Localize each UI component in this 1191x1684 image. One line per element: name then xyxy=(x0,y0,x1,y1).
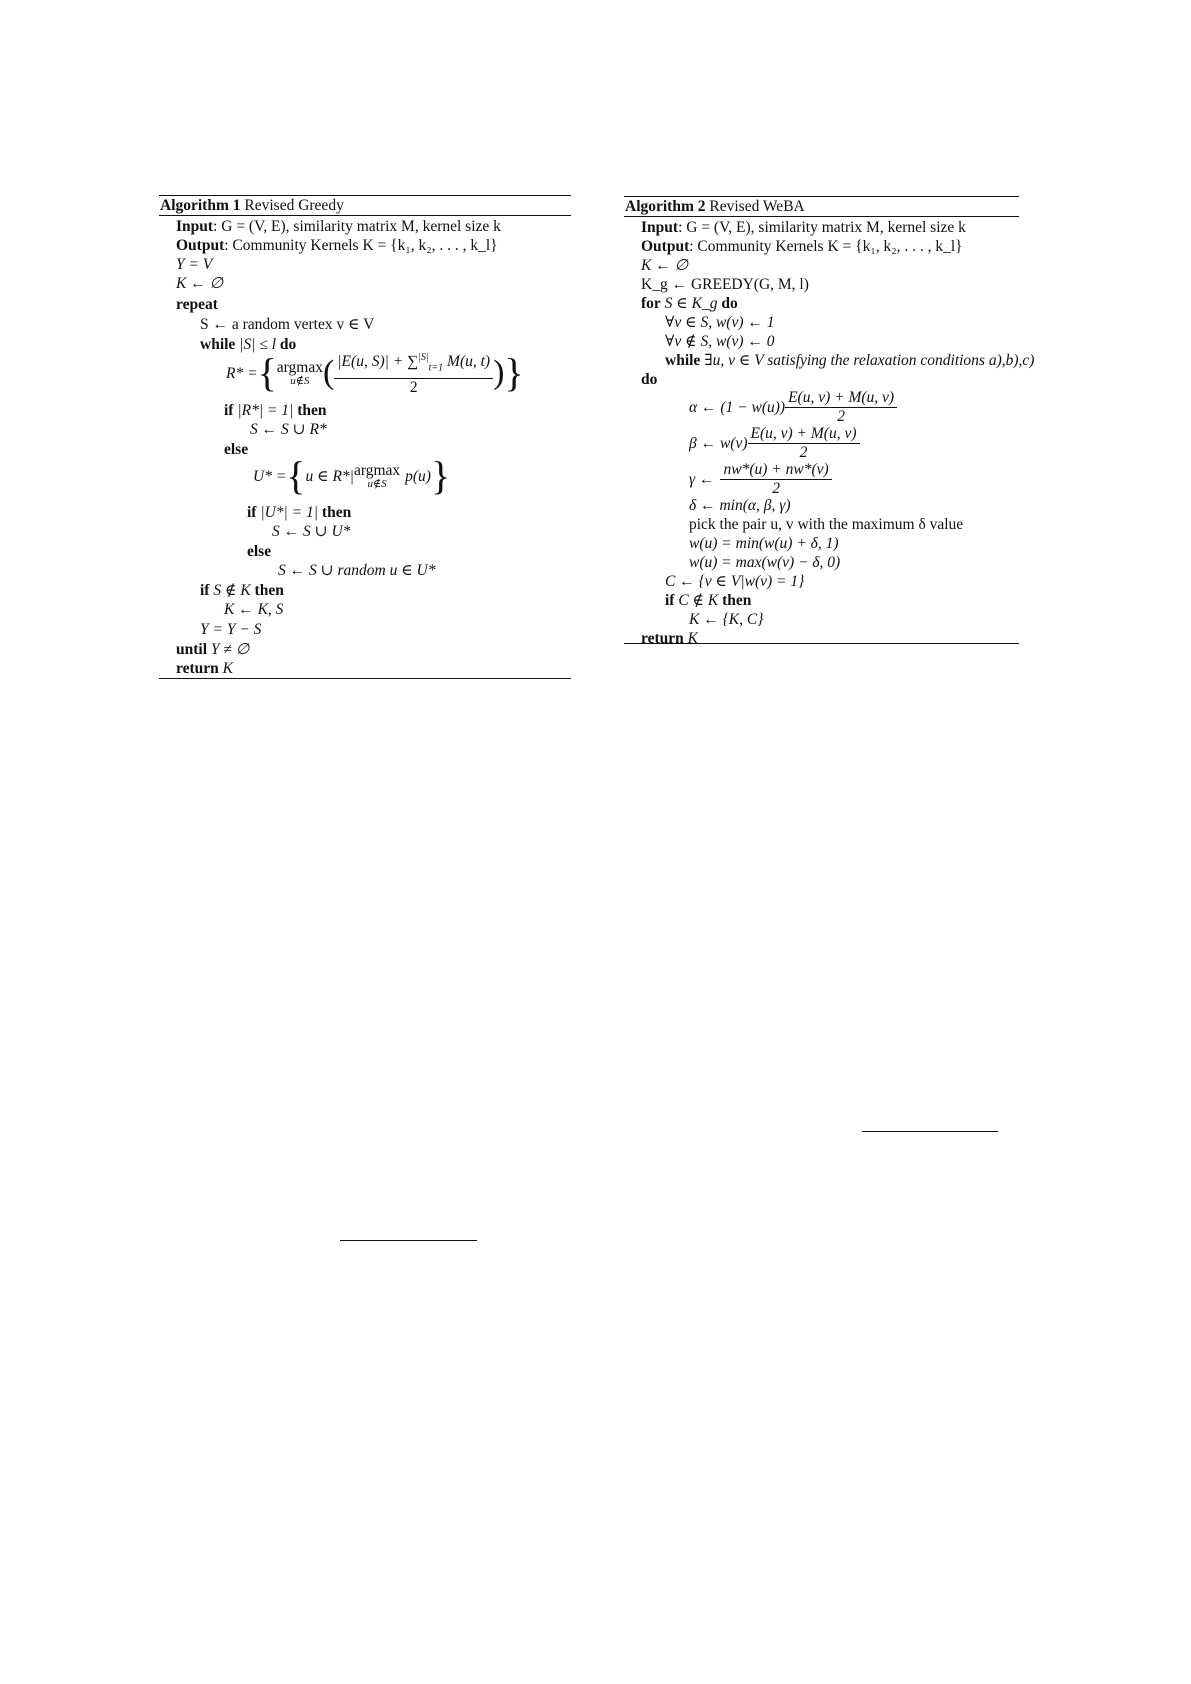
algo1-line-input: Input: G = (V, E), similarity matrix M, kernel size k xyxy=(176,218,501,235)
algo1-line-if-s-not-in-k: if S ∉ K then xyxy=(200,582,284,599)
algo2-line-weight-zero: ∀v ∉ S, w(v) ← 0 xyxy=(665,333,775,350)
algo1-line-s-union-random: S ← S ∪ random u ∈ U* xyxy=(278,562,436,579)
algo1-line-else-2: else xyxy=(247,543,272,560)
algo2-line-if-c: if C ∉ K then xyxy=(665,592,752,609)
algo1-line-if-ustar: if |U*| = 1| then xyxy=(247,504,352,521)
algo2-line-c-def: C ← {v ∈ V|w(v) = 1} xyxy=(665,573,805,590)
algo2-line-output: Output: Community Kernels K = {k₁, k₂, . . . , k_l} xyxy=(641,238,963,255)
beta-denominator: 2 xyxy=(799,444,808,461)
footnote-rule-left xyxy=(340,1240,477,1241)
algo1-line-s-union-rstar: S ← S ∪ R* xyxy=(250,421,327,438)
rstar-argmax: argmax u∉S xyxy=(276,358,323,387)
ustar-lead: u ∈ R*| xyxy=(305,467,354,485)
algo2-line-return: return K xyxy=(641,630,698,647)
algorithm-1-title: Revised Greedy xyxy=(244,197,344,214)
algo2-line-pick-pair: pick the pair u, v with the maximum δ value xyxy=(689,516,964,533)
rstar-left-brace: { xyxy=(257,350,277,395)
algo1-line-until: until Y ≠ ∅ xyxy=(176,641,250,658)
algo2-line-delta: δ ← min(α, β, γ) xyxy=(689,497,791,514)
algo1-line-k-add-s: K ← K, S xyxy=(224,601,284,618)
algorithm-2-caption xyxy=(624,197,1019,216)
algorithm-2-title: Revised WeBA xyxy=(709,198,805,215)
algorithm-1-caption xyxy=(159,196,571,215)
algo2-line-input: Input: G = (V, E), similarity matrix M, kernel size k xyxy=(641,219,966,236)
footnote-rule-right xyxy=(862,1131,998,1132)
algo2-gamma-formula: γ ← $\frac{nw*(u) + nw*(v)}{2}$ xyxy=(689,461,832,498)
algo1-line-output: Output: Community Kernels K = {k₁, k₂, . . . , k_l} xyxy=(176,237,498,254)
algo2-alpha-formula: α ← (1 − w(u)) $\frac{E(u, v) + M(u, v)}{2}$ xyxy=(689,389,897,426)
algo1-rstar-formula xyxy=(226,349,524,397)
algorithm-1-block xyxy=(159,195,571,679)
algo2-beta-formula: β ← w(v) $\frac{E(u, v) + M(u, v)}{2}$ xyxy=(689,425,860,462)
rstar-numerator: |E(u, S)| + ∑$^{|S|}_{t=1}$ M(u, t) xyxy=(334,349,493,378)
algo2-line-for: for S ∈ K_g do xyxy=(641,295,738,312)
alpha-denominator: 2 xyxy=(837,408,845,425)
algorithm-2-block xyxy=(624,196,1035,647)
algo1-line-return: return K xyxy=(176,660,233,677)
algo2-line-while: while ∃u, v ∈ V satisfying the relaxation conditions a),b),c) xyxy=(665,352,1035,369)
algo1-line-while: while |S| ≤ l do xyxy=(200,336,297,353)
ustar-argmax: argmax u∉S xyxy=(353,461,401,490)
rstar-denominator: 2 xyxy=(409,378,418,396)
rstar-right-paren: ) xyxy=(493,354,505,391)
algo1-line-init-k: K ← ∅ xyxy=(176,275,224,292)
algo1-ustar-formula xyxy=(253,452,450,500)
gamma-denominator: 2 xyxy=(772,480,780,497)
algorithm-1-bottom-rule xyxy=(159,678,571,679)
gamma-numerator: nw*(u) + nw*(v) xyxy=(720,461,831,480)
rstar-fraction xyxy=(334,349,493,396)
algo1-line-s-union-ustar: S ← S ∪ U* xyxy=(272,523,351,540)
algorithm-1-body xyxy=(159,216,571,678)
rstar-right-brace: } xyxy=(504,350,524,395)
algo1-line-repeat: repeat xyxy=(176,296,218,313)
beta-numerator: E(u, v) + M(u, v) xyxy=(748,425,860,444)
algo2-line-weight-one: ∀v ∈ S, w(v) ← 1 xyxy=(665,314,775,331)
ustar-tail: p(u) xyxy=(405,467,431,485)
ustar-right-brace: } xyxy=(430,453,451,498)
algo2-line-init-k: K ← ∅ xyxy=(641,257,689,274)
algo2-line-update-v: w(u) = max(w(v) − δ, 0) xyxy=(689,554,841,571)
rstar-left-paren: ( xyxy=(322,354,335,391)
algorithm-1-label: Algorithm 1 xyxy=(160,197,241,214)
algorithm-2-body xyxy=(624,217,1035,647)
algo2-line-k-add-c: K ← {K, C} xyxy=(689,611,764,628)
ustar-left-brace: { xyxy=(286,453,306,498)
algo1-line-else-1: else xyxy=(224,441,249,458)
algo2-line-greedy: K_g ← GREEDY(G, M, l) xyxy=(641,276,809,293)
ustar-lhs: U* = xyxy=(253,467,287,485)
algo2-line-update-u: w(u) = min(w(u) + δ, 1) xyxy=(689,535,839,552)
algo1-line-random-vertex: S ← a random vertex v ∈ V xyxy=(200,316,375,333)
algo1-line-y-minus-s: Y = Y − S xyxy=(200,621,262,638)
algo1-line-if-rstar: if |R*| = 1| then xyxy=(224,402,327,419)
alpha-numerator: E(u, v) + M(u, v) xyxy=(785,389,897,408)
rstar-lhs: R* = xyxy=(226,364,258,382)
algo2-line-do: do xyxy=(641,371,658,388)
algo1-line-init-y: Y = V xyxy=(176,256,213,273)
algorithm-2-label: Algorithm 2 xyxy=(625,198,706,215)
